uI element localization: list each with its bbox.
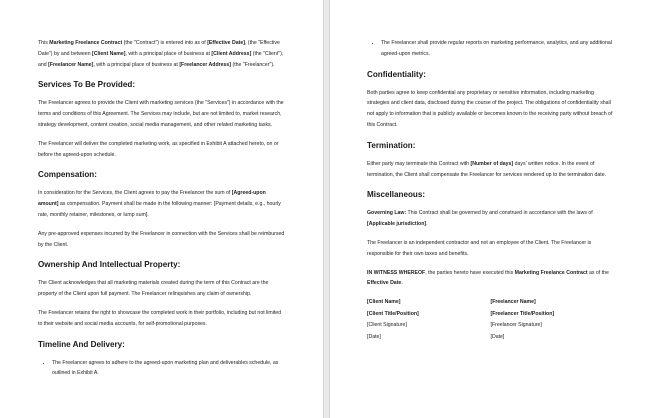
compensation-heading: Compensation: <box>38 170 97 180</box>
miscellaneous-heading: Miscellaneous: <box>367 190 426 200</box>
signature-block <box>367 297 614 343</box>
governing-law-paragraph: Governing Law: This Contract shall be governed by and construed in accordance with the laws of [Applicable jurisdiction]. <box>367 210 593 228</box>
client-signature-field: [Client Signature] <box>367 322 407 329</box>
confidentiality-paragraph: Both parties agree to keep confidential any proprietary or sensitive information, including marketing strategies and client data, disclosed during the course of the project. The obligations of confidentiality shall not apply to information that is publicly available or becomes known to the receiving party without breach of this Contract. <box>367 89 613 128</box>
services-paragraph-1: The Freelancer agrees to provide the Client with marketing services (the "Services") in accordance with the terms and conditions of this Agreement. The Services may include, but are not limited to, market research, strategy development, content creation, social media management, and other related marketing tasks. <box>38 100 284 128</box>
contractor-status-paragraph: The Freelancer is an independent contractor and not an employee of the Client. The Freelancer is responsible for their own taxes and benefits. <box>367 239 592 257</box>
client-name-field: [Client Name] <box>367 299 401 306</box>
termination-paragraph: Either party may terminate this Contract with [Number of days] days' written notice. In the event of termination, the Client shall compensate the Freelancer for services rendered up to the termination date. <box>367 160 607 178</box>
client-title-field: [Client Title/Position] <box>367 310 419 317</box>
freelancer-signature-field: [Freelancer Signature] <box>490 322 542 329</box>
client-signature-column <box>367 297 491 343</box>
confidentiality-heading: Confidentiality: <box>367 69 426 79</box>
freelancer-title-field: [Freelancer Title/Position] <box>490 310 555 317</box>
freelancer-name-field: [Freelancer Name] <box>490 299 536 306</box>
ownership-heading: Ownership And Intellectual Property: <box>38 260 181 270</box>
intro-paragraph: This Marketing Freelance Contract (the "Contract") is entered into as of [Effective Date], (the "Effective Date") by and between [Client Name], with a principal place of business at [Client Address] (the "Client"), and [Freelancer Name], with a principal place of business at [Freelancer Address] (the "Freelancer"). <box>38 40 284 68</box>
services-heading: Services To Be Provided: <box>38 80 136 90</box>
page-2-content <box>367 38 614 343</box>
document-page-2 <box>330 0 652 418</box>
services-paragraph-2: The Freelancer will deliver the completed marketing work, as specified in Exhibit A attached hereto, on or before the agreed-upon schedule. <box>38 140 279 158</box>
document-page-1 <box>0 0 323 418</box>
timeline-list-continued <box>367 38 614 60</box>
freelancer-date-field: [Date] <box>490 333 505 340</box>
timeline-bullet-2: • The Freelancer shall provide regular reports on marketing performance, analytics, and any additional agreed-upon metrics. <box>381 38 614 60</box>
client-date-field: [Date] <box>367 333 381 340</box>
ownership-paragraph-2: The Freelancer retains the right to showcase the completed work in their portfolio, including but not limited to their website and social media accounts, for self-promotional purposes. <box>38 309 282 327</box>
timeline-bullet-1: • The Freelancer agrees to adhere to the agreed-upon marketing plan and deliverables schedule, as outlined in Exhibit A. <box>52 358 285 380</box>
timeline-list <box>38 358 285 380</box>
timeline-heading: Timeline And Delivery: <box>38 339 125 349</box>
witness-paragraph: IN WITNESS WHEREOF, the parties hereto have executed this Marketing Freelance Contract as of the Effective Date. <box>367 269 609 287</box>
compensation-paragraph-1: In consideration for the Services, the Client agrees to pay the Freelancer the sum of [Agreed-upon amount] as compensation. Payment shall be made in the following manner: [Payment details, e.g., hourly rate, monthly retainer, milestones, or lump sum]. <box>38 190 281 218</box>
termination-heading: Termination: <box>367 140 416 150</box>
freelancer-signature-column <box>491 297 615 343</box>
ownership-paragraph-1: The Client acknowledges that all marketing materials created during the term of this Contract are the property of the Client upon full payment. The Freelancer relinquishes any claim of ownership. <box>38 280 269 298</box>
page-1-content <box>38 38 285 387</box>
compensation-paragraph-2: Any pre-approved expenses incurred by the Freelancer in connection with the Services shall be reimbursed by the Client. <box>38 230 285 248</box>
